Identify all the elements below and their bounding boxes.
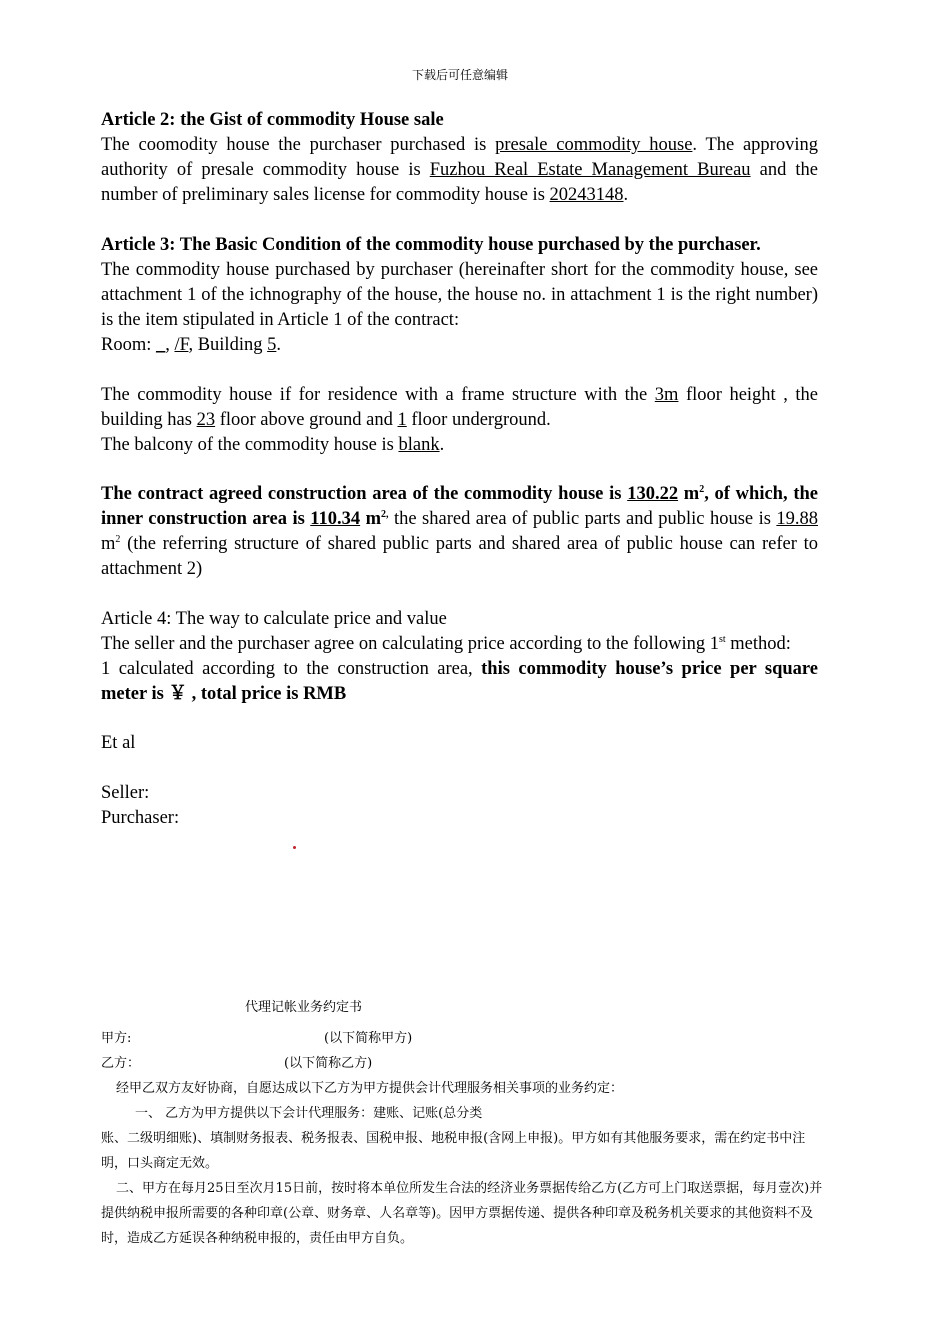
room-label: Room:: [101, 335, 156, 355]
price-text: this commodity house’s price per square meter is ￥ , total price is RMB: [101, 659, 818, 704]
cn-clause1-head: 一、 乙方为甲方提供以下会计代理服务：建账、记账(总分类: [135, 1106, 483, 1121]
text: .: [276, 335, 281, 355]
text: 1 calculated according to the construction area,: [101, 659, 482, 679]
text: . The approving authority of presale commodity house is: [101, 135, 818, 180]
header-note: 下载后可任意编辑: [411, 68, 508, 82]
cn-intro: 经甲乙双方友好协商，自愿达成以下乙方为甲方提供会计代理服务相关事项的业务约定：: [116, 1081, 624, 1096]
superscript: 2: [699, 483, 705, 495]
text: method:: [725, 634, 791, 654]
seller-label: Seller:: [101, 783, 150, 803]
room-value: _: [156, 335, 166, 355]
presale-type: presale commodity house: [495, 135, 693, 155]
room-line: [101, 333, 818, 358]
area-paragraph: [101, 482, 818, 582]
building-value: 5: [267, 335, 277, 355]
text: floor above ground and: [215, 410, 398, 430]
text: The commodity house if for residence with a frame structure with the: [101, 385, 655, 405]
structure-text: [101, 383, 818, 433]
text: , of which, the inner construction area is: [101, 484, 818, 529]
structure-paragraph: [101, 383, 818, 458]
floor-value: /F: [174, 335, 189, 355]
party-a-label: 甲方:: [101, 1031, 132, 1046]
floor-height: 3m: [654, 385, 679, 405]
text: and the number of preliminary sales license for commodity house is: [101, 160, 818, 205]
article-3-title: Article 3: The Basic Condition of the commodity house purchased by the purchaser.: [101, 235, 761, 255]
article-4-line2: [101, 657, 818, 707]
text: floor height , the building has: [101, 385, 818, 430]
text: The contract agreed construction area of the commodity house is: [101, 484, 628, 504]
balcony-value: blank: [398, 435, 440, 455]
party-a-line: [101, 1026, 828, 1051]
text: .: [623, 185, 629, 205]
party-b-line: [101, 1051, 828, 1076]
floors-above: 23: [196, 410, 216, 430]
text: m: [101, 534, 116, 554]
party-b-note: (以下简称乙方): [284, 1056, 373, 1071]
text: the shared area of public parts and public house is: [388, 509, 777, 529]
floors-below: 1: [397, 410, 407, 430]
article-4-title: Article 4: The way to calculate price and value: [101, 609, 447, 629]
article-2: [101, 108, 818, 208]
etal: Et al: [101, 733, 136, 753]
area-inner: 110.34: [310, 509, 361, 529]
party-b-label: 乙方：: [101, 1056, 141, 1071]
superscript: st: [718, 633, 726, 645]
text: The balcony of the commodity house is: [101, 435, 399, 455]
license-number: 20243148: [549, 185, 624, 205]
text: m: [360, 509, 382, 529]
article-2-title: Article 2: the Gist of commodity House sale: [101, 110, 444, 130]
purchaser-label: Purchaser:: [101, 808, 180, 828]
text: floor underground.: [406, 410, 551, 430]
article-2-body: [101, 133, 818, 208]
area-shared: 19.88: [776, 509, 818, 529]
area-text: [101, 482, 818, 582]
article-4-line1: [101, 632, 818, 657]
superscript: 2: [115, 533, 121, 545]
text: m: [678, 484, 700, 504]
party-a-note: (以下简称甲方): [324, 1031, 413, 1046]
red-dot: [293, 846, 296, 849]
article-4: [101, 607, 818, 707]
text: , Building: [188, 335, 268, 355]
cn-clause2: 二、甲方在每月25日至次月15日前，按时将本单位所发生合法的经济业务票据传给乙方(乙方可上门取送票据，每月壹次)并提供纳税申报所需要的各种印章(公章、财务章、人名章等)。因甲方票据传递、提供各种印章及税务机关要求的其他资料不及时，造成乙方延误各种纳税申报的，责任由甲方自负。: [101, 1181, 823, 1246]
text: The coomodity house the purchaser purchased is: [101, 135, 496, 155]
text: ,: [165, 335, 175, 355]
cn-clause1-body: 账、二级明细账)、填制财务报表、税务报表、国税申报、地税申报(含网上申报)。甲方如有其他服务要求，需在约定书中注明，口头商定无效。: [101, 1131, 806, 1171]
cn-title: 代理记帐业务约定书: [245, 1000, 363, 1015]
balcony-text: [101, 433, 818, 458]
text: .: [439, 435, 445, 455]
text: (the referring structure of shared public parts and shared area of public house can refer to attachment 2): [101, 534, 818, 579]
article-3-body: The commodity house purchased by purchaser (hereinafter short for the commodity house, see attachment 1 of the ichnography of the house, the house no. in attachment 1 is the right number) is the item stipulated in Article 1 of the contract:: [101, 260, 818, 330]
approving-authority: Fuzhou Real Estate Management Bureau: [429, 160, 751, 180]
text: The seller and the purchaser agree on calculating price according to the following 1: [101, 634, 719, 654]
area-total: 130.22: [627, 484, 679, 504]
superscript: 2,: [381, 508, 389, 520]
article-3: [101, 233, 818, 358]
